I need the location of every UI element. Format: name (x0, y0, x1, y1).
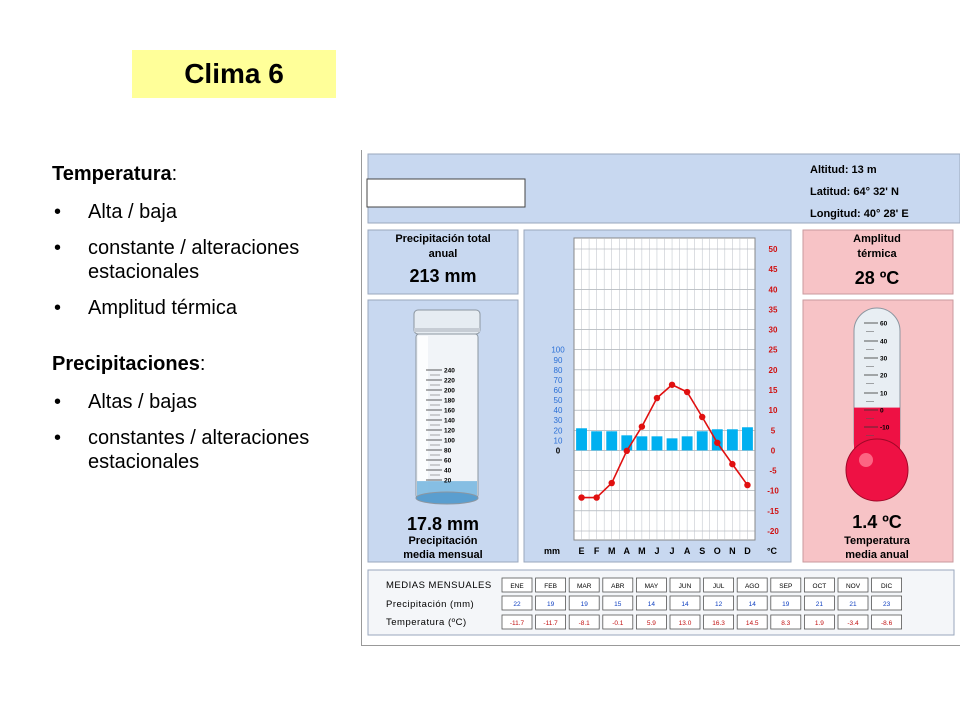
mean-precipitation-value: 17.8 mm (406, 514, 480, 534)
temperature-point (624, 448, 630, 454)
thermometer-tick-label: 20 (880, 372, 888, 380)
month-header-cell-text: DIC (880, 583, 893, 590)
thermometer-tick-label: 0 (880, 407, 884, 415)
temperature-cell-text: 5.9 (646, 620, 656, 627)
gauge-tick-label: 80 (444, 447, 452, 455)
month-header-cell-text: NOV (845, 583, 861, 590)
temperature-cell-text: 16.3 (712, 620, 725, 627)
x-axis-tick-label: E (578, 546, 585, 556)
mean-precipitation-label-2: media mensual (403, 549, 483, 561)
precipitation-bar (591, 431, 602, 450)
mean-precipitation-label-1: Precipitación (408, 535, 478, 547)
mean-temperature-label-1: Temperatura (844, 535, 910, 547)
x-axis-tick-label: M (607, 546, 616, 556)
month-header-cell-text: MAR (576, 583, 592, 590)
precipitation-cell-text: 14 (681, 601, 689, 608)
x-axis-tick-label: A (683, 546, 691, 556)
precipitation-bar (606, 431, 617, 450)
right-axis-tick-label: -15 (767, 506, 779, 516)
gauge-tick-label: 180 (444, 397, 455, 405)
precipitation-bar (652, 436, 663, 450)
mean-temperature-value: 1.4 ºC (852, 512, 902, 532)
right-axis-tick-label: 0 (770, 446, 776, 456)
right-axis-tick-label: 40 (768, 285, 778, 295)
thermometer-tick-label: 40 (880, 338, 888, 346)
thermal-amplitude-label-1: Amplitud (853, 233, 901, 245)
x-axis-tick-label: D (744, 546, 751, 556)
list-item: • Amplitud térmica (52, 296, 362, 320)
x-axis-tick-label: J (654, 546, 660, 556)
list-item: • constante / alteraciones estacionales (52, 236, 362, 284)
temperature-cell-text: -11.7 (509, 620, 525, 627)
month-header-cell-text: AGO (744, 583, 760, 590)
total-precipitation-label-2: anual (428, 248, 458, 260)
x-axis-tick-label: M (638, 546, 646, 556)
right-axis-tick-label: -10 (767, 486, 779, 496)
precipitation-bar (636, 436, 647, 450)
temperature-cell-text: -11.7 (543, 620, 558, 627)
thermometer-tick-label: 10 (880, 390, 888, 398)
precipitation-cell-text: 21 (815, 601, 824, 608)
gauge-tick-label: 200 (444, 387, 455, 395)
precipitation-heading-text: Precipitaciones (52, 353, 200, 375)
month-header-cell-text: JUL (712, 583, 725, 590)
left-axis-tick-label: 40 (553, 406, 563, 416)
list-item: • Alta / baja (52, 200, 362, 224)
thermal-amplitude-label-2: térmica (857, 248, 897, 260)
right-axis-tick-label: -20 (767, 527, 779, 536)
precipitation-cell-text: 15 (614, 601, 622, 608)
temperature-heading: Temperatura: (52, 163, 178, 185)
temperature-cell-text: 13.0 (678, 620, 692, 627)
total-precipitation-value: 213 mm (409, 266, 477, 286)
gauge-tick-label: 240 (444, 367, 455, 375)
precipitation-bar (727, 429, 738, 450)
climate-panel-svg (362, 150, 960, 645)
latitude-text: Latitud: 64° 32' N (810, 186, 899, 198)
mean-temperature-label-2: media anual (845, 549, 909, 561)
temperature-cell-text: -8.1 (578, 620, 590, 627)
temperature-cell-text: 1.9 (814, 620, 824, 627)
left-axis-tick-label: 100 (551, 345, 565, 355)
gauge-tick-label: 220 (444, 377, 455, 385)
temperature-point (593, 494, 599, 500)
gauge-tick-label: 20 (444, 477, 452, 485)
right-axis-tick-label: 5 (770, 426, 776, 436)
right-axis-tick-label: 45 (768, 265, 778, 275)
precipitation-cell-text: 19 (782, 601, 790, 608)
right-axis-tick-label: 30 (768, 325, 778, 335)
gauge-tick-label: 160 (444, 407, 455, 415)
temperature-cell-text: 8.3 (781, 620, 791, 627)
altitude-text: Altitud: 13 m (810, 164, 877, 176)
month-header-cell-text: OCT (812, 583, 827, 590)
temperature-heading-text: Temperatura (52, 163, 172, 185)
notes-section (52, 162, 362, 486)
total-precipitation-label-1: Precipitación total (395, 233, 491, 245)
precipitation-cell-text: 19 (546, 601, 555, 608)
thermometer-tick-label: -10 (880, 424, 890, 432)
right-axis-tick-label: -5 (769, 466, 777, 476)
temperature-cell-text: -3.4 (847, 620, 859, 627)
gauge-tick-label: 140 (444, 417, 455, 425)
temperature-point (669, 382, 675, 388)
month-header-cell-text: FEB (544, 583, 557, 590)
right-axis-tick-label: 10 (768, 406, 778, 416)
page-title: Clima 6 (184, 58, 284, 89)
precipitation-cell-text: 14 (748, 601, 756, 608)
precipitation-cell-text: 12 (714, 601, 723, 608)
thermometer-icon (846, 308, 908, 501)
longitude-text: Longitud: 40° 28' E (810, 208, 909, 220)
precipitation-cell-text: 21 (849, 601, 857, 608)
x-axis-tick-label: A (623, 546, 631, 556)
temperature-point (654, 395, 660, 401)
x-axis-tick-label: J (669, 546, 675, 556)
temperature-point (578, 494, 584, 500)
month-header-cell-text: MAY (644, 583, 659, 590)
temperature-point (684, 389, 690, 395)
table-precipitation-label: Precipitación (mm) (386, 599, 475, 610)
month-header-cell-text: ABR (611, 583, 625, 590)
precipitation-cell-text: 23 (882, 601, 891, 608)
precipitation-bar (697, 431, 708, 450)
precipitation-bar (576, 428, 587, 450)
month-header-cell-text: JUN (678, 583, 692, 590)
x-axis-tick-label: S (699, 546, 706, 556)
right-axis-tick-label: 50 (768, 245, 778, 254)
x-axis-tick-label: F (593, 546, 600, 556)
temperature-point (744, 482, 750, 488)
climate-panel (361, 150, 960, 646)
right-axis-tick-label: 15 (768, 386, 778, 395)
left-axis-tick-label: 20 (553, 426, 563, 436)
temperature-point (639, 423, 645, 429)
temperature-point (609, 480, 615, 486)
table-temperature-label: Temperatura (ºC) (386, 617, 467, 628)
temperature-list (52, 200, 362, 320)
left-axis-tick-label: 30 (553, 416, 563, 426)
left-axis-tick-label: 10 (553, 436, 563, 446)
temperature-point (729, 461, 735, 467)
thermometer-tick-label: 60 (880, 320, 888, 328)
temperature-cell-text: -8.6 (880, 620, 893, 627)
table-row-header: MEDIAS MENSUALES (386, 580, 492, 591)
temperature-cell-text: 14.5 (745, 620, 759, 627)
x-axis-tick-label: N (729, 546, 736, 556)
title-box (132, 50, 336, 98)
precipitation-list (52, 390, 362, 474)
precipitation-bar (742, 427, 753, 450)
left-axis-tick-label: 60 (553, 386, 563, 395)
precipitation-cell-text: 22 (513, 601, 521, 608)
precipitation-bar (667, 438, 678, 450)
station-name-box (367, 179, 525, 207)
thermal-amplitude-value: 28 ºC (854, 268, 900, 288)
list-item: • constantes / alteraciones estacionales (52, 426, 362, 474)
month-header-cell-text: SEP (779, 583, 793, 590)
right-axis-unit-label: °C (766, 546, 778, 556)
month-header-cell-text: ENE (510, 583, 524, 590)
list-item: • Altas / bajas (52, 390, 362, 414)
x-axis-tick-label: O (713, 546, 721, 556)
right-axis-tick-label: 20 (768, 365, 778, 375)
thermometer-tick-label: 30 (880, 355, 888, 363)
left-axis-tick-label: 70 (553, 375, 563, 385)
precipitation-cell-text: 19 (580, 601, 588, 608)
precipitation-heading: Precipitaciones: (52, 353, 206, 375)
gauge-tick-label: 120 (444, 427, 455, 435)
x-axis-unit-label: mm (543, 546, 561, 556)
right-axis-tick-label: 25 (768, 345, 778, 355)
gauge-tick-label: 60 (444, 457, 452, 465)
precipitation-cell-text: 14 (647, 601, 656, 608)
left-axis-tick-label: 0 (555, 446, 561, 456)
left-axis-tick-label: 80 (553, 365, 563, 375)
temperature-cell-text: -0.1 (612, 620, 624, 627)
precipitation-bar (682, 436, 693, 450)
right-axis-tick-label: 35 (768, 305, 778, 315)
temperature-point (699, 414, 705, 420)
gauge-tick-label: 40 (444, 467, 452, 475)
gauge-tick-label: 100 (444, 437, 455, 445)
left-axis-tick-label: 90 (553, 355, 563, 365)
temperature-point (714, 440, 720, 446)
left-axis-tick-label: 50 (553, 396, 563, 406)
